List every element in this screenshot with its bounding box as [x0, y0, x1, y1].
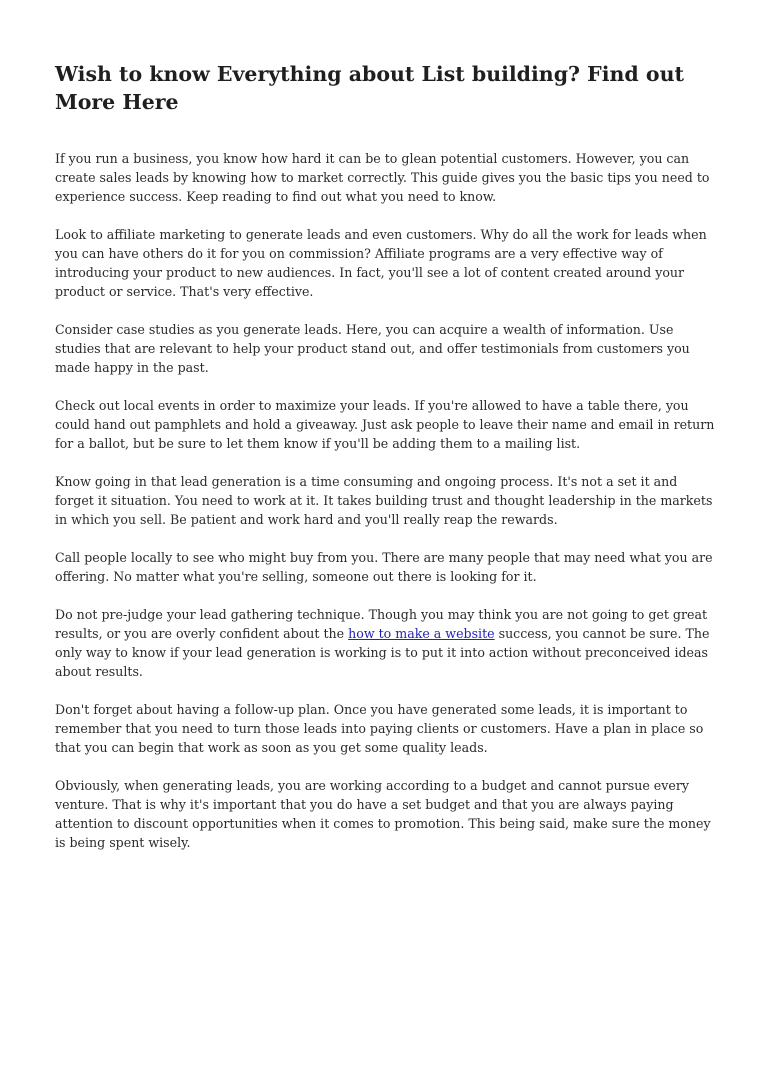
paragraph-affiliate-marketing: Look to affiliate marketing to generate leads and even customers. Why do all the work for leads when you can have others do it for you on commission? Affiliate programs are a very effective way of introducing your product to new audiences. In fact, you'll see a lot of content created around your product or service. That's very effective.: [55, 227, 707, 299]
paragraph-follow-up-plan: Don't forget about having a follow-up plan. Once you have generated some leads, it is important to remember that you need to turn those leads into paying clients or customers. Have a plan in place so that you can begin that work as soon as you get some quality leads.: [55, 702, 704, 755]
paragraph-pre-judge: [55, 605, 715, 681]
paragraph-ongoing-process: Know going in that lead generation is a time consuming and ongoing process. It's not a set it and forget it situation. You need to work at it. It takes building trust and thought leadership in the markets in which you sell. Be patient and work hard and you'll really reap the rewards.: [55, 474, 713, 527]
paragraph-call-locally: Call people locally to see who might buy from you. There are many people that may need what you are offering. No matter what you're selling, someone out there is looking for it.: [55, 550, 713, 584]
paragraph-case-studies: Consider case studies as you generate leads. Here, you can acquire a wealth of information. Use studies that are relevant to help your product stand out, and offer testimonials from customers you made happy in the past.: [55, 322, 690, 375]
paragraph-pre-judge-start: Do not pre-judge your lead gathering technique. Though you may think you are not going to get great results, or you are overly confident about the: [55, 607, 708, 641]
paragraph-intro: If you run a business, you know how hard it can be to glean potential customers. However, you can create sales leads by knowing how to market correctly. This guide gives you the basic tips you need to experience success. Keep reading to find out what you need to know.: [55, 151, 710, 204]
document-page: [55, 60, 715, 871]
paragraph-pre-judge-end: success, you cannot be sure. The only way to know if your lead generation is working is to put it into action without preconceived ideas about results.: [55, 626, 710, 679]
paragraph-budget: Obviously, when generating leads, you are working according to a budget and cannot pursue every venture. That is why it's important that you do have a set budget and that you are always paying attention to discount opportunities when it comes to promotion. This being said, make sure the money is being spent wisely.: [55, 778, 711, 850]
paragraph-local-events: Check out local events in order to maximize your leads. If you're allowed to have a table there, you could hand out pamphlets and hold a giveaway. Just ask people to leave their name and email in return for a ballot, but be sure to let them know if you'll be adding them to a mailing list.: [55, 398, 715, 451]
how-to-make-a-website-link[interactable]: how to make a website: [348, 626, 495, 641]
page-title: Wish to know Everything about List building? Find out More Here: [55, 62, 684, 114]
